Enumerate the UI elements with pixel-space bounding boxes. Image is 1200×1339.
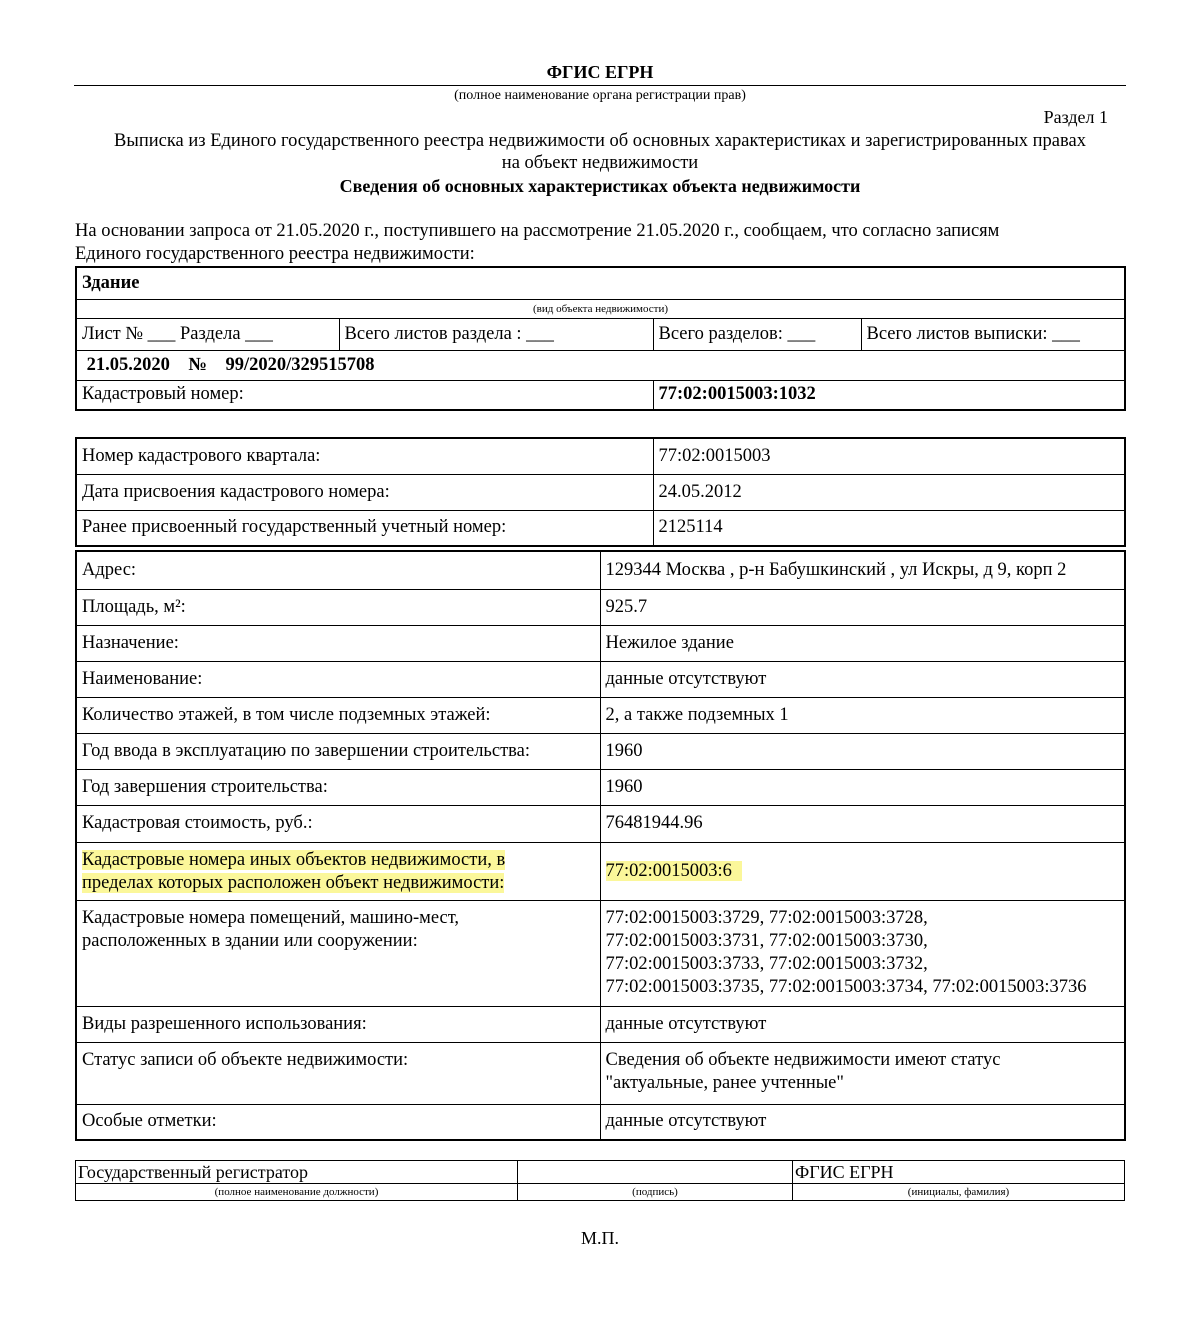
record-status-label: Статус записи об объекте недвижимости:: [76, 1042, 600, 1104]
cadastral-cost-label: Кадастровая стоимость, руб.:: [76, 805, 600, 842]
name-label: Наименование:: [76, 661, 600, 697]
registrar-signature: [518, 1161, 793, 1184]
number-sign: №: [188, 354, 207, 375]
premises-value-line: 77:02:0015003:3729, 77:02:0015003:3728,: [605, 907, 928, 928]
premises-values: [600, 900, 1125, 1006]
position-caption: (полное наименование должности): [76, 1184, 518, 1201]
purpose-value: Нежилое здание: [600, 625, 1125, 661]
area-value: 925.7: [600, 589, 1125, 625]
info-row-value: 2125114: [653, 510, 1125, 546]
cadastral-cost-value: 76481944.96: [600, 805, 1125, 842]
info-row-label: Ранее присвоенный государственный учетный номер:: [76, 510, 653, 546]
total-sections: Всего разделов: ___: [653, 318, 861, 350]
info-row-value: 77:02:0015003: [653, 438, 1125, 474]
quarter-info-table: [75, 437, 1126, 547]
info-row-label: Номер кадастрового квартала:: [76, 438, 653, 474]
registry-organ-title: ФГИС ЕГРН: [546, 62, 654, 82]
record-status-line-1: Сведения об объекте недвижимости имеют статус: [605, 1049, 1001, 1070]
address-value: 129344 Москва , р-н Бабушкинский , ул Искры, д 9, корп 2: [600, 551, 1125, 589]
stamp-placeholder: М.П.: [580, 1228, 619, 1248]
request-basis-line-1: На основании запроса от 21.05.2020 г., поступившего на рассмотрение 21.05.2020 г., сообщаем, что согласно записям: [75, 221, 1000, 241]
object-kind: Здание: [76, 267, 1125, 299]
purpose-label: Назначение:: [76, 625, 600, 661]
object-header-table: [75, 266, 1126, 411]
registry-organ-caption: (полное наименование органа регистрации прав): [454, 88, 746, 103]
special-marks-label: Особые отметки:: [76, 1104, 600, 1140]
cadastral-number-label: Кадастровый номер:: [76, 380, 653, 410]
extract-date-number: [76, 350, 1125, 380]
floors-value: 2, а также подземных 1: [600, 697, 1125, 733]
cadastral-number-value: 77:02:0015003:1032: [653, 380, 1125, 410]
parent-objects-label: [76, 842, 600, 900]
document-title: [60, 130, 1140, 174]
registrar-position: Государственный регистратор: [76, 1161, 518, 1184]
premises-label-line-1: Кадастровые номера помещений, машино-мест,: [82, 907, 460, 928]
commission-year-value: 1960: [600, 733, 1125, 769]
extract-date: 21.05.2020: [86, 354, 170, 375]
name-caption: (инициалы, фамилия): [793, 1184, 1125, 1201]
completion-year-label: Год завершения строительства:: [76, 769, 600, 805]
document-title-line-1: Выписка из Единого государственного реестра недвижимости об основных характеристиках и зарегистрированных правах: [114, 131, 1086, 151]
signature-table: [75, 1160, 1125, 1201]
parent-objects-value: 77:02:0015003:6: [606, 861, 742, 881]
area-label: Площадь, м²:: [76, 589, 600, 625]
premises-value-line: 77:02:0015003:3731, 77:02:0015003:3730,: [605, 930, 928, 951]
premises-value-line: 77:02:0015003:3733, 77:02:0015003:3732,: [605, 953, 928, 974]
object-kind-caption: (вид объекта недвижимости): [76, 299, 1125, 318]
parent-objects-label-line-2: пределах которых расположен объект недвижимости:: [82, 872, 505, 893]
parent-objects-value-cell: [600, 842, 1125, 900]
record-status-value: [600, 1042, 1125, 1104]
registrar-name: ФГИС ЕГРН: [793, 1161, 1125, 1184]
info-row-value: 24.05.2012: [653, 474, 1125, 510]
permitted-use-label: Виды разрешенного использования:: [76, 1006, 600, 1042]
info-row-label: Дата присвоения кадастрового номера:: [76, 474, 653, 510]
total-sheets-section: Всего листов раздела : ___: [339, 318, 653, 350]
premises-value-line: 77:02:0015003:3735, 77:02:0015003:3734, 77:02:0015003:3736: [605, 976, 1087, 997]
record-status-line-2: "актуальные, ранее учтенные": [605, 1072, 844, 1093]
parent-objects-label-line-1: Кадастровые номера иных объектов недвижимости, в: [82, 849, 506, 870]
commission-year-label: Год ввода в эксплуатацию по завершении строительства:: [76, 733, 600, 769]
request-basis-line-2: Единого государственного реестра недвижимости:: [75, 244, 475, 264]
completion-year-value: 1960: [600, 769, 1125, 805]
address-label: Адрес:: [76, 551, 600, 589]
document-subtitle: Сведения об основных характеристиках объекта недвижимости: [339, 176, 861, 196]
signature-caption: (подпись): [518, 1184, 793, 1201]
premises-label-line-2: расположенных в здании или сооружении:: [82, 930, 418, 951]
floors-label: Количество этажей, в том числе подземных этажей:: [76, 697, 600, 733]
sheet-number: Лист № ___ Раздела ___: [76, 318, 339, 350]
special-marks-value: данные отсутствуют: [600, 1104, 1125, 1140]
request-basis-text: [75, 220, 1135, 266]
permitted-use-value: данные отсутствуют: [600, 1006, 1125, 1042]
header-divider: [74, 85, 1126, 86]
total-sheets-extract: Всего листов выписки: ___: [861, 318, 1125, 350]
name-value: данные отсутствуют: [600, 661, 1125, 697]
document-title-line-2: на объект недвижимости: [501, 153, 699, 173]
object-details-table: [75, 550, 1126, 1141]
extract-number: 99/2020/329515708: [225, 354, 375, 375]
section-label: Раздел 1: [1043, 107, 1108, 127]
premises-label: [76, 900, 600, 1006]
